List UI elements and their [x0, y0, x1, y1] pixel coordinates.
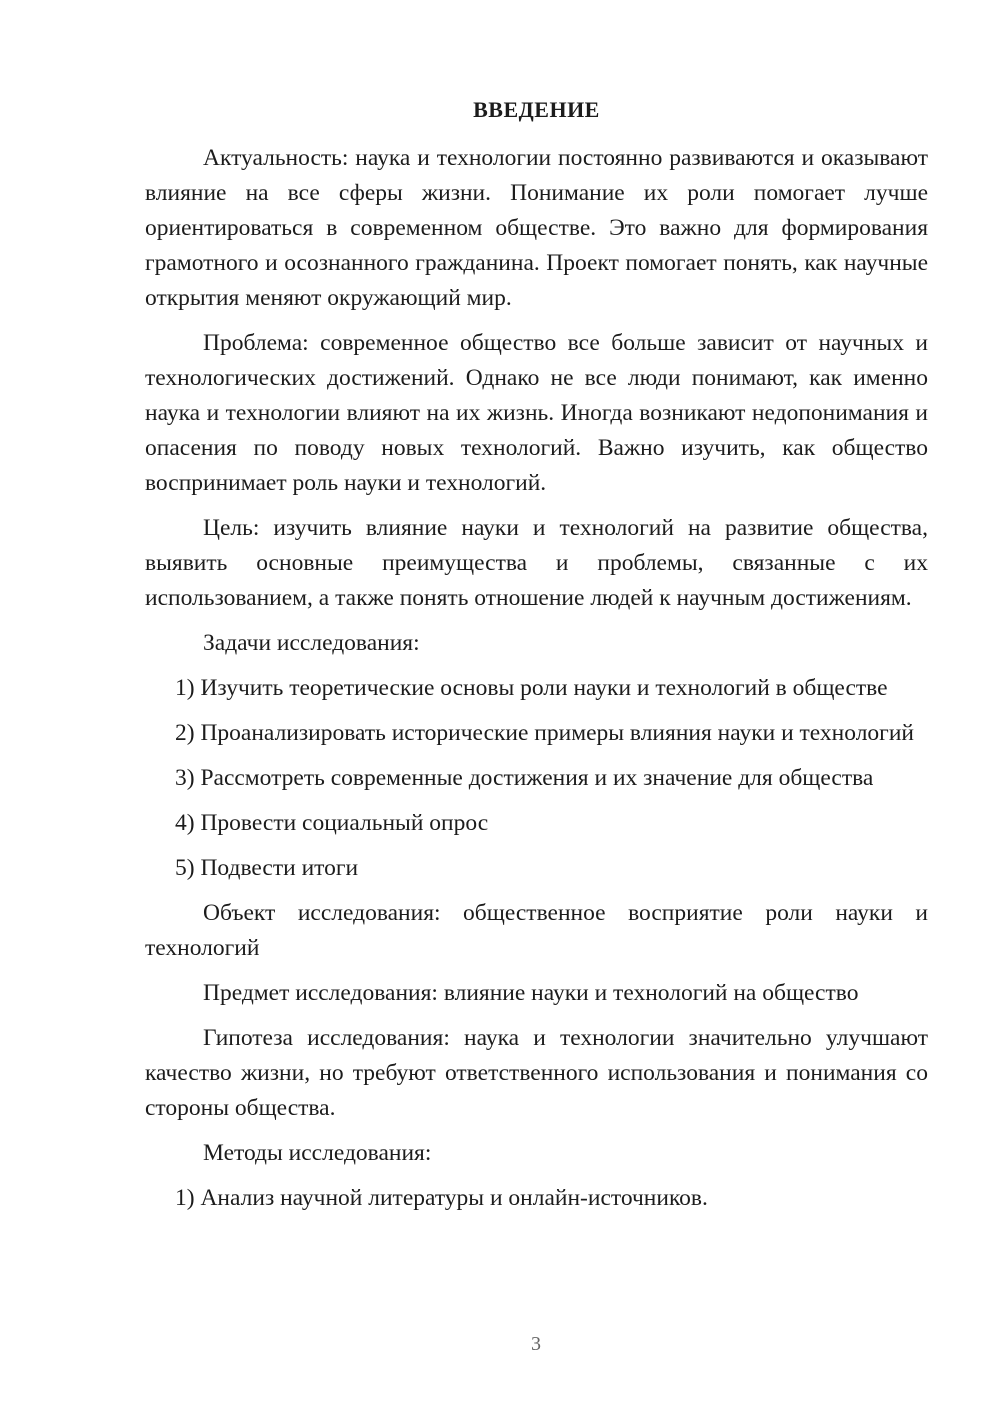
method-item: 1) Анализ научной литературы и онлайн-источников. [175, 1185, 708, 1211]
page-number: 3 [531, 1333, 541, 1355]
goal-paragraph: Цель: изучить влияние науки и технологий на развитие общества, выявить основные преимущества и проблемы, связанные с их использованием, а также понять отношение людей к научным достижениям. [145, 515, 928, 611]
hypothesis-paragraph: Гипотеза исследования: наука и технологии значительно улучшают качество жизни, но требуют ответственного использования и понимания со стороны общества. [145, 1025, 928, 1121]
relevance-paragraph: Актуальность: наука и технологии постоянно развиваются и оказывают влияние на все сферы жизни. Понимание их роли помогает лучше ориентироваться в современном обществе. Это важно для формирования грамотного и осознанного гражданина. Проект помогает понять, как научные открытия меняют окружающий мир. [145, 145, 928, 311]
subject-paragraph: Предмет исследования: влияние науки и технологий на общество [203, 980, 859, 1006]
task-item: 5) Подвести итоги [175, 855, 359, 881]
task-item: 4) Провести социальный опрос [175, 810, 489, 836]
task-item: 3) Рассмотреть современные достижения и их значение для общества [175, 765, 874, 791]
task-item: 2) Проанализировать исторические примеры влияния науки и технологий [175, 720, 914, 746]
page-title: ВВЕДЕНИЕ [473, 97, 600, 122]
tasks-heading: Задачи исследования: [203, 630, 420, 656]
document-body [145, 141, 928, 1226]
object-paragraph: Объект исследования: общественное восприятие роли науки и технологий [145, 900, 928, 961]
task-item: 1) Изучить теоретические основы роли науки и технологий в обществе [175, 675, 888, 701]
methods-heading: Методы исследования: [203, 1140, 432, 1166]
problem-paragraph: Проблема: современное общество все больше зависит от научных и технологических достижений. Однако не все люди понимают, как именно наука и технологии влияют на их жизнь. Иногда возникают недопонимания и опасения по поводу новых технологий. Важно изучить, как общество воспринимает роль науки и технологий. [145, 330, 928, 496]
